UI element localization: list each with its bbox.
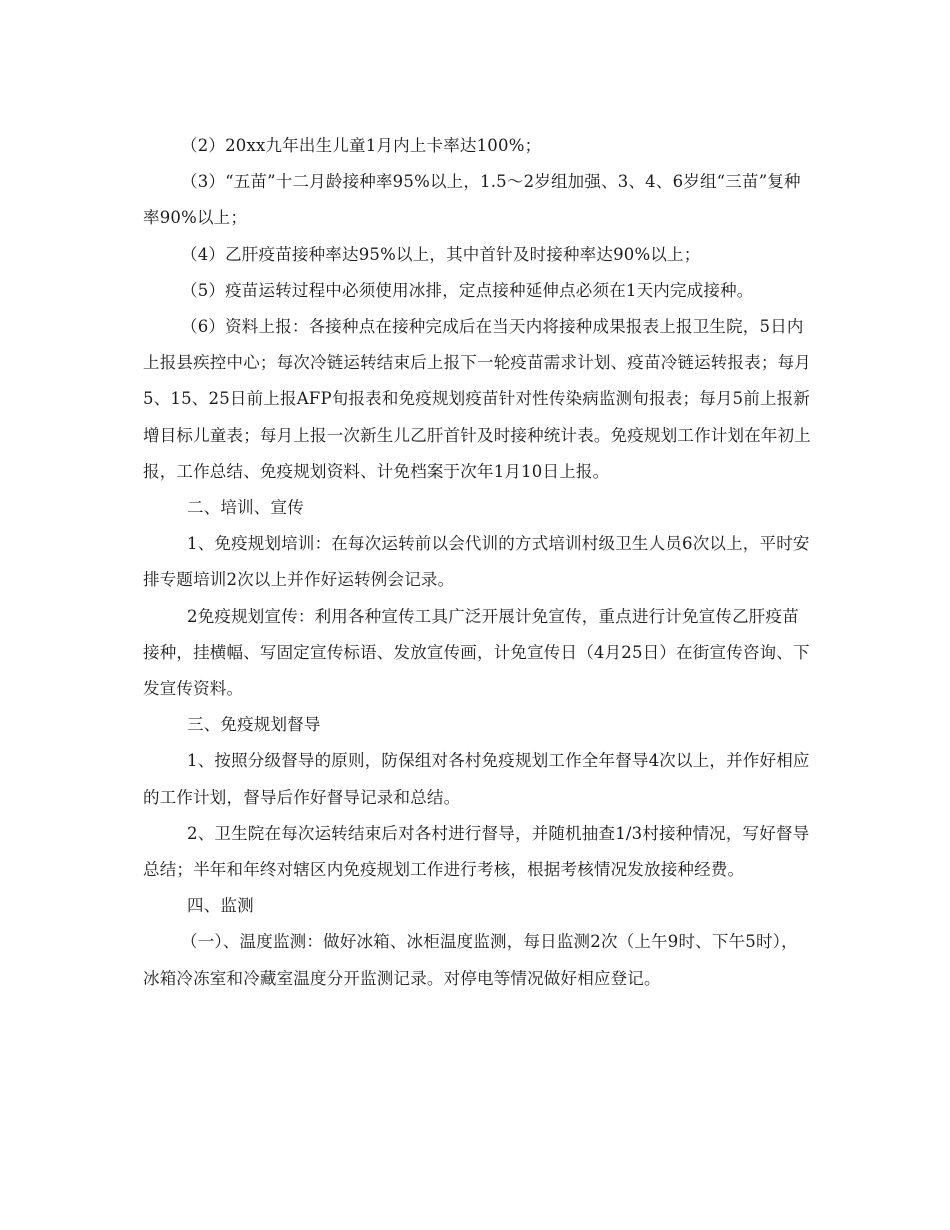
section-heading-training: 二、培训、宣传 xyxy=(187,498,304,518)
section-heading-supervision: 三、免疫规划督导 xyxy=(187,715,321,735)
paragraph-supervision-1: 1、按照分级督导的原则，防保组对各村免疫规划工作全年督导4次以上，并作好相应的工作计划，督导后作好督导记录和总结。 xyxy=(143,751,810,807)
paragraph-supervision-2: 2、卫生院在每次运转结束后对各村进行督导，并随机抽查1/3村接种情况，写好督导总结；半年和年终对辖区内免疫规划工作进行考核，根据考核情况发放接种经费。 xyxy=(143,823,810,880)
document-body xyxy=(143,128,813,997)
paragraph-item-2: （2）20xx九年出生儿童1月内上卡率达100%； xyxy=(181,136,542,155)
paragraph-item-4: （4）乙肝疫苗接种率达95%以上，其中首针及时接种率达90%以上； xyxy=(181,244,701,264)
paragraph-temperature-monitoring: （一）、温度监测：做好冰箱、冰柜温度监测，每日监测2次（上午9时、下午5时），冰箱冷冻室和冷藏室温度分开监测记录。对停电等情况做好相应登记。 xyxy=(143,932,798,988)
paragraph-publicity: 2免疫规划宣传：利用各种宣传工具广泛开展计免宣传，重点进行计免宣传乙肝疫苗接种，挂横幅、写固定宣传标语、发放宣传画，计免宣传日（4月25日）在街宣传咨询、下发宣传资料。 xyxy=(143,606,810,699)
paragraph-item-5: （5）疫苗运转过程中必须使用冰排，定点接种延伸点必须在1天内完成接种。 xyxy=(181,280,754,300)
paragraph-item-6-reporting: （6）资料上报：各接种点在接种完成后在当天内将接种成果报表上报卫生院，5日内上报县疾控中心；每次冷链运转结束后上报下一轮疫苗需求计划、疫苗冷链运转报表；每月5、15、25日前上报AFP旬报表和免疫规划疫苗针对性传染病监测旬报表；每月5前上报新增目标儿童表；每月上报一次新生儿乙肝首针及时接种统计表。免疫规划工作计划在年初上报，工作总结、免疫规划资料、计免档案于次年1月10日上报。 xyxy=(143,317,811,481)
section-heading-monitoring: 四、监测 xyxy=(187,896,254,916)
paragraph-item-3: （3）“五苗”十二月龄接种率95%以上，1.5～2岁组加强、3、4、6岁组“三苗”复种率90%以上； xyxy=(143,172,801,228)
paragraph-training: 1、免疫规划培训：在每次运转前以会代训的方式培训村级卫生人员6次以上，平时安排专题培训2次以上并作好运转例会记录。 xyxy=(143,534,810,590)
